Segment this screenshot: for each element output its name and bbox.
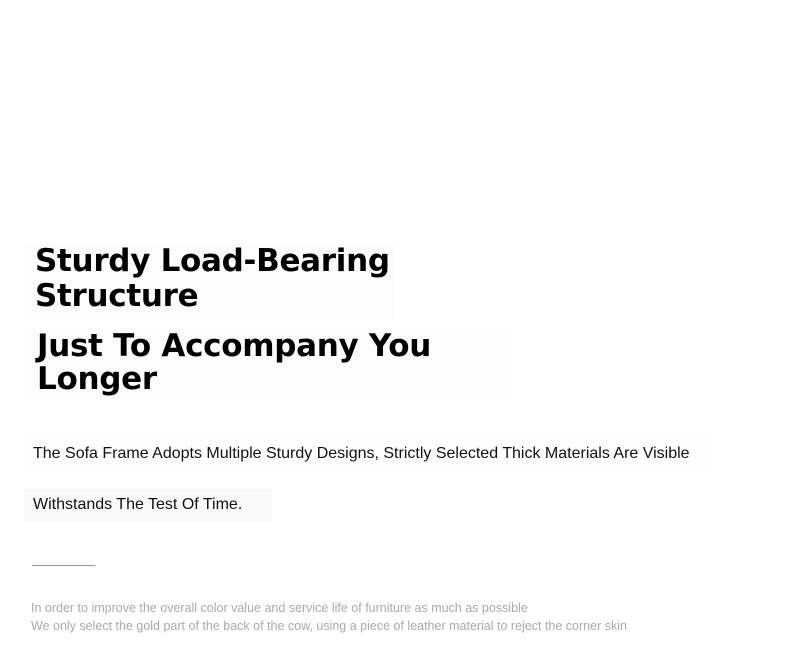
subheadline-line-1: Just To Accompany You	[37, 328, 431, 364]
description-line-2-block	[24, 489, 272, 521]
description-line-2: Withstands The Test Of Time.	[33, 496, 243, 513]
note-line-1: In order to improve the overall color value and service life of furniture as much as possible	[31, 601, 528, 615]
note-line-2: We only select the gold part of the back of the cow, using a piece of leather material to reject the corner skin	[31, 619, 627, 633]
section-divider	[32, 565, 95, 566]
headline-line-1: Sturdy Load-Bearing	[35, 243, 390, 279]
description-line-1-block	[24, 438, 710, 470]
description-line-1: The Sofa Frame Adopts Multiple Sturdy Designs, Strictly Selected Thick Materials Are Visible	[33, 445, 690, 462]
headline-line-2: Structure	[35, 278, 199, 314]
subheadline-block	[24, 328, 512, 400]
headline-block	[24, 244, 395, 320]
subheadline-line-2: Longer	[37, 361, 157, 397]
